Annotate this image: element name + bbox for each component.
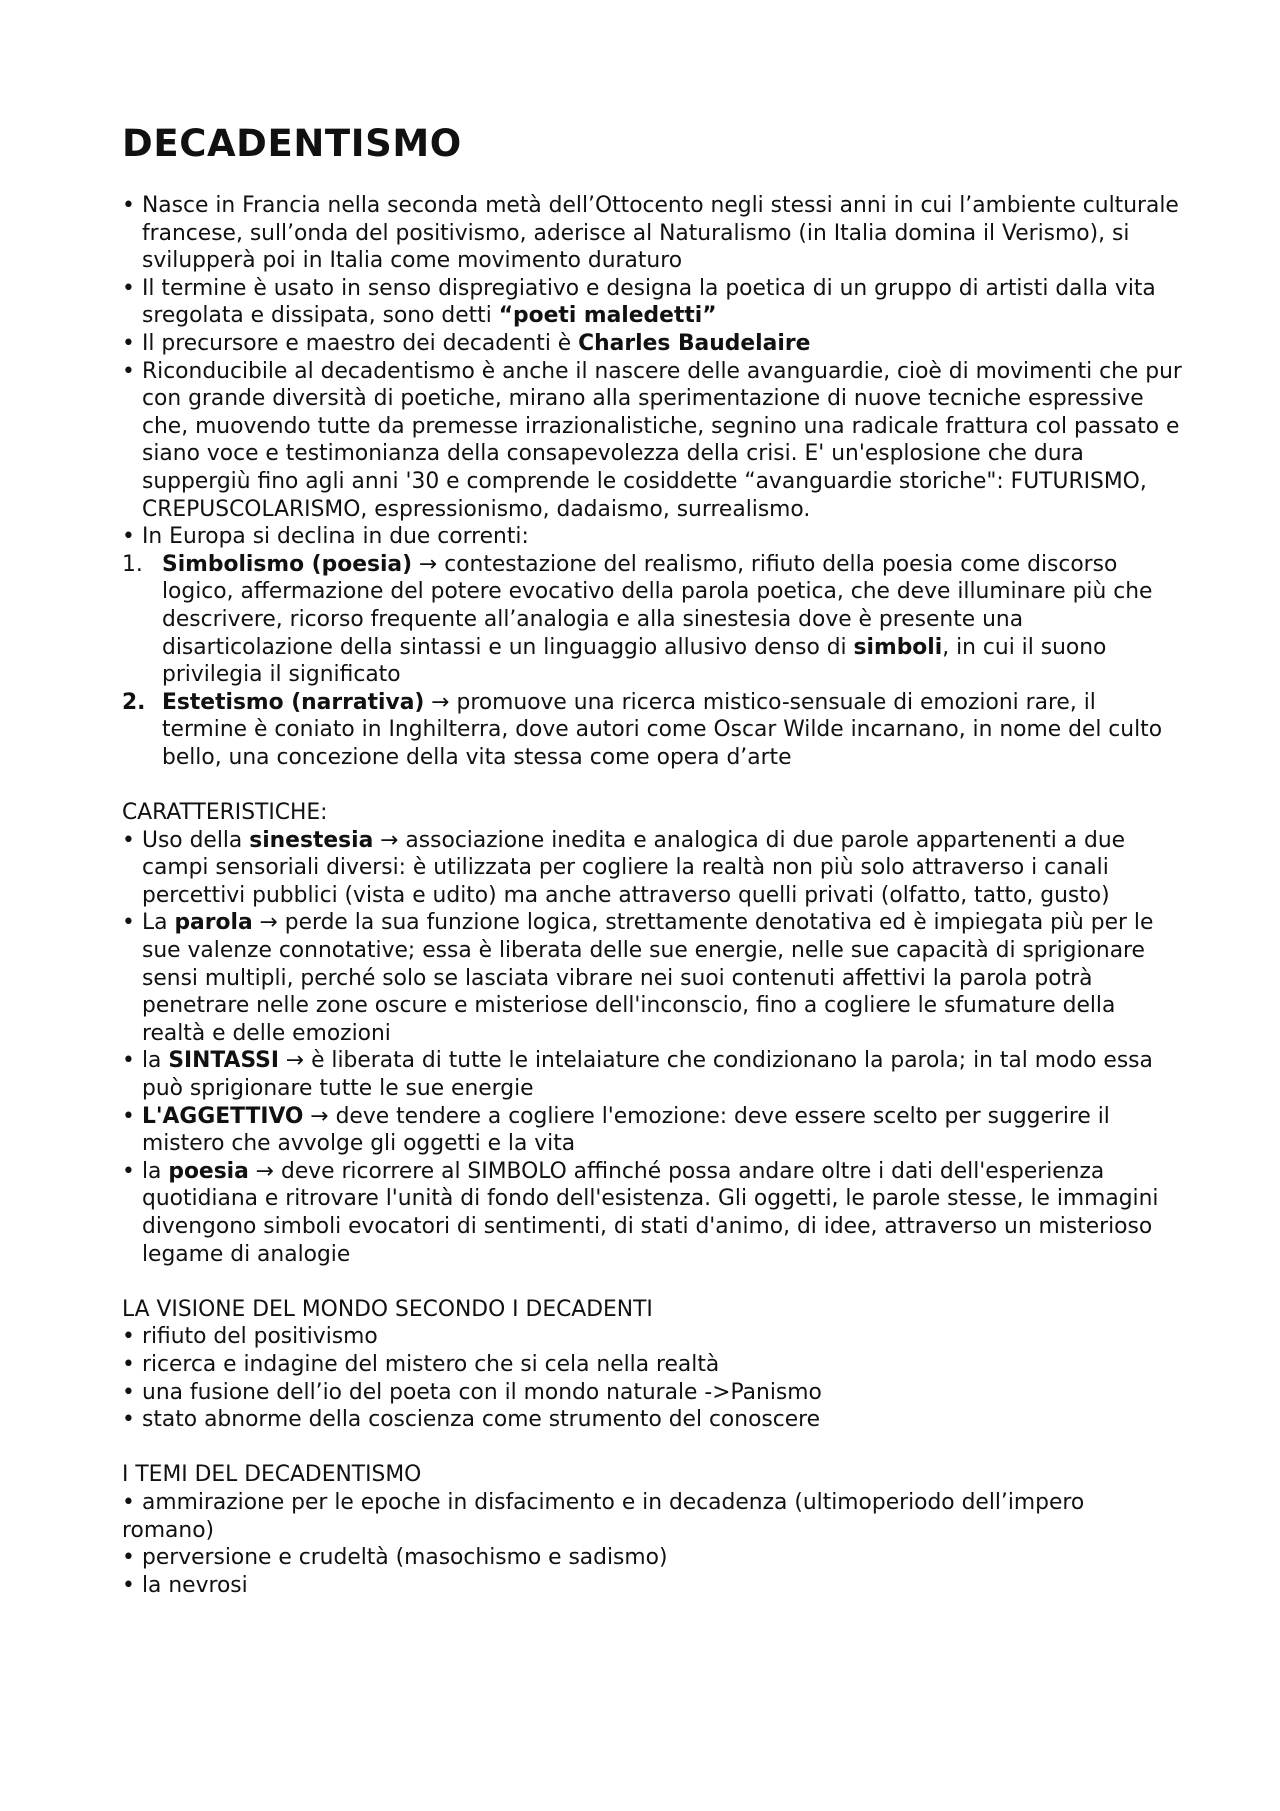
list-item: • perversione e crudeltà (masochismo e sadismo) <box>122 1544 1182 1572</box>
document-title: DECADENTISMO <box>122 122 462 165</box>
spacer <box>122 1434 1182 1462</box>
list-number: 1. <box>122 551 143 577</box>
spacer <box>122 771 1182 799</box>
spacer <box>122 1268 1182 1296</box>
section-heading-temi: I TEMI DEL DECADENTISMO <box>122 1462 422 1488</box>
list-item: • una fusione dell’io del poeta con il mondo naturale ->Panismo <box>122 1379 1182 1407</box>
list-item: • Il termine è usato in senso dispregiativo e designa la poetica di un gruppo di artisti dalla vita sregolata e dissipata, sono detti “poeti maledetti” <box>122 275 1182 330</box>
list-number: 2. <box>122 689 146 715</box>
characteristics-list <box>122 827 1182 1269</box>
themes-list <box>122 1489 1182 1599</box>
currents-list <box>122 551 1182 772</box>
list-item: • L'AGGETTIVO → deve tendere a cogliere l'emozione: deve essere scelto per suggerire il mistero che avvolge gli oggetti e la vita <box>122 1103 1182 1158</box>
list-item: • la nevrosi <box>122 1572 1182 1600</box>
list-item: • Il precursore e maestro dei decadenti è Charles Baudelaire <box>122 330 1182 358</box>
list-item: • la poesia → deve ricorrere al SIMBOLO affinché possa andare oltre i dati dell'esperienza quotidiana e ritrovare l'unità di fondo dell'esistenza. Gli oggetti, le parole stesse, le immagini divengono simboli evocatori di sentimenti, di stati d'animo, di idee, attraverso un misterioso legame di analogie <box>122 1158 1182 1268</box>
list-item-estetismo: 2. Estetismo (narrativa) → promuove una ricerca mistico-sensuale di emozioni rare, il termine è coniato in Inghilterra, dove autori come Oscar Wilde incarnano, in nome del culto bello, una concezione della vita stessa come opera d’arte <box>122 689 1163 770</box>
list-item: • In Europa si declina in due correnti: <box>122 523 1182 551</box>
intro-list <box>122 192 1182 551</box>
list-item: • la SINTASSI → è liberata di tutte le intelaiature che condizionano la parola; in tal modo essa può sprigionare tutte le sue energie <box>122 1047 1182 1102</box>
list-item: • stato abnorme della coscienza come strumento del conoscere <box>122 1406 1182 1434</box>
list-item: • Riconducibile al decadentismo è anche il nascere delle avanguardie, cioè di movimenti che pur con grande diversità di poetiche, mirano alla sperimentazione di nuove tecniche espressive che, muovendo tutte da premesse irrazionalistiche, segnino una radicale frattura col passato e siano voce e testimonianza della consapevolezza della crisi. E' un'esplosione che dura suppergiù fino agli anni '30 e comprende le cosiddette “avanguardie storiche": FUTURISMO, CREPUSCOLARISMO, espressionismo, dadaismo, surrealismo. <box>122 358 1182 524</box>
list-item: • ricerca e indagine del mistero che si cela nella realtà <box>122 1351 1182 1379</box>
list-item: • ammirazione per le epoche in disfacimento e in decadenza (ultimoperiodo dell’impero romano) <box>122 1489 1182 1544</box>
list-item: • Uso della sinestesia → associazione inedita e analogica di due parole appartenenti a due campi sensoriali diversi: è utilizzata per cogliere la realtà non più solo attraverso i canali percettivi pubblici (vista e udito) ma anche attraverso quelli privati (olfatto, tatto, gusto) <box>122 827 1182 910</box>
worldview-list <box>122 1323 1182 1433</box>
list-item-simbolismo: 1. Simbolismo (poesia) → contestazione del realismo, rifiuto della poesia come discorso logico, affermazione del potere evocativo della parola poetica, che deve illuminare più che descrivere, ricorso frequente all’analogia e alla sinestesia dove è presente una disarticolazione della sintassi e un linguaggio allusivo denso di simboli, in cui il suono privilegia il significato <box>122 551 1153 688</box>
section-heading-caratteristiche: CARATTERISTICHE: <box>122 800 328 826</box>
list-item: • La parola → perde la sua funzione logica, strettamente denotativa ed è impiegata più per le sue valenze connotative; essa è liberata delle sue energie, nelle sue capacità di sprigionare sensi multipli, perché solo se lasciata vibrare nei suoi contenuti affettivi la parola potrà penetrare nelle zone oscure e misteriose dell'inconscio, fino a cogliere le sfumature della realtà e delle emozioni <box>122 909 1182 1047</box>
document-page <box>122 118 1182 1599</box>
list-item: • rifiuto del positivismo <box>122 1323 1182 1351</box>
section-heading-visione: LA VISIONE DEL MONDO SECONDO I DECADENTI <box>122 1296 653 1322</box>
list-item: • Nasce in Francia nella seconda metà dell’Ottocento negli stessi anni in cui l’ambiente culturale francese, sull’onda del positivismo, aderisce al Naturalismo (in Italia domina il Verismo), si svilupperà poi in Italia come movimento duraturo <box>122 192 1182 275</box>
